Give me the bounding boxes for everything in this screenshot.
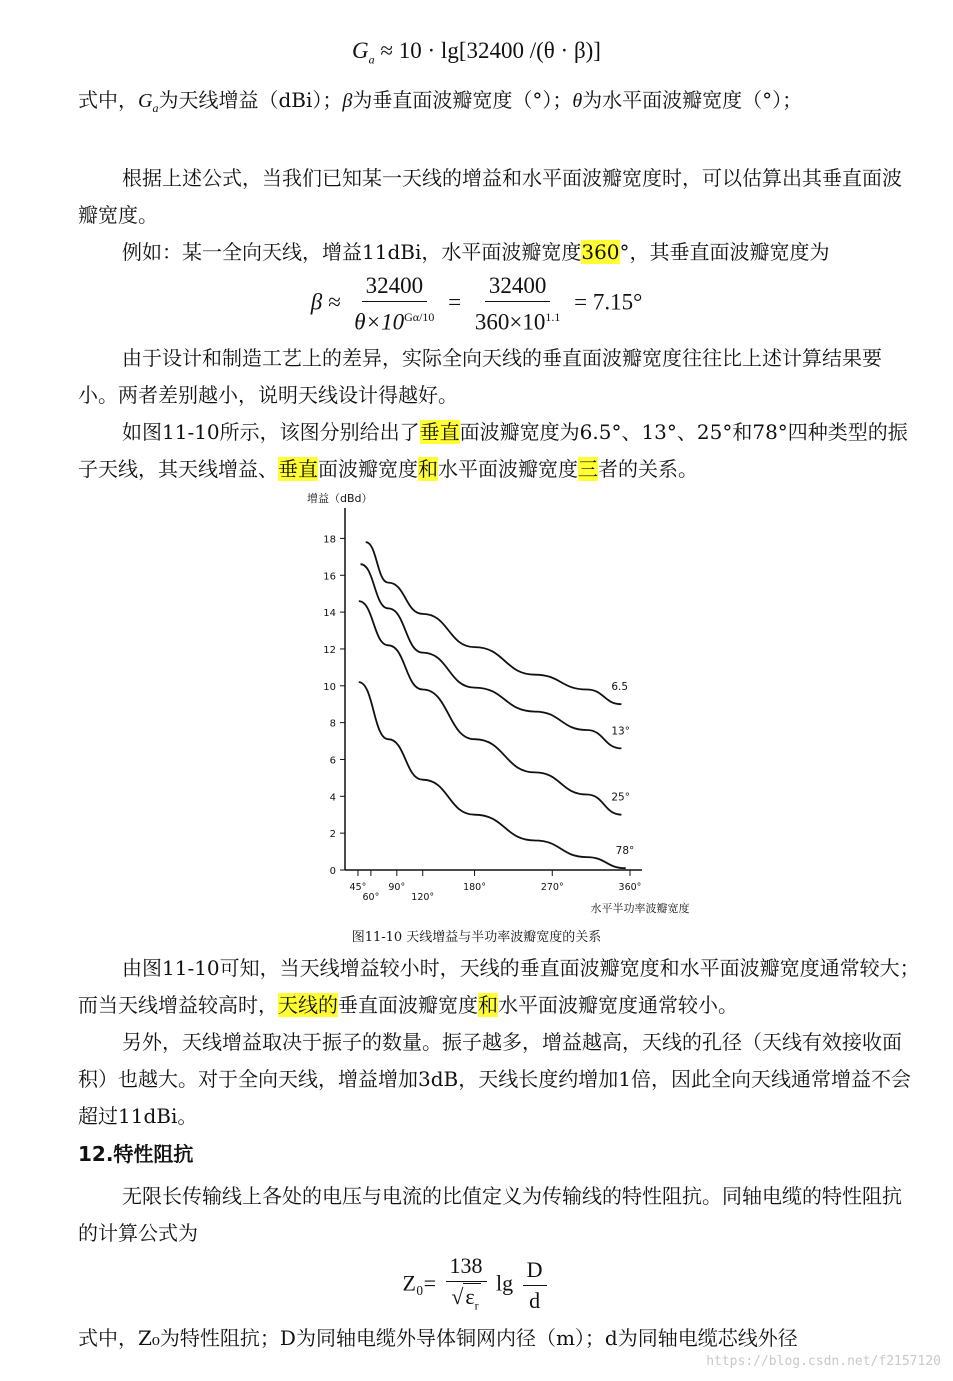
- y-tick-label: 4: [329, 792, 336, 804]
- series-label: 25°: [611, 791, 630, 804]
- paragraph-definitions: 式中，$G_a$为天线增益（dBi）；β为垂直面波瓣宽度（°）；θ为水平面波瓣宽度（°）；: [78, 88, 803, 115]
- series-line: [359, 601, 622, 815]
- x-axis-label: 水平半功率波瓣宽度: [590, 902, 690, 915]
- paragraph-elements: 另外，天线增益取决于振子的数量。振子越多，增益越高，天线的孔径（天线有效接收面积）也越大。对于全向天线，增益增加3dB，天线长度约增加1倍，因此全向天线通常增益不会超过11dBi。: [78, 1030, 911, 1128]
- paragraph-impedance-vars: 式中，Z₀为特性阻抗；D为同轴电缆外导体铜网内径（m）；d为同轴电缆芯线外径: [78, 1326, 798, 1350]
- y-tick-label: 14: [323, 608, 336, 620]
- y-tick-label: 16: [323, 571, 336, 583]
- formula-impedance: Z₀= $\frac{138}{√\varepsilon_r}$ lg $\frac{D}{d}$: [0, 1252, 953, 1319]
- paragraph-difference: 由于设计和制造工艺上的差异，实际全向天线的垂直面波瓣宽度往往比上述计算结果要小。两者差别越小，说明天线设计得越好。: [78, 346, 882, 407]
- fraction-1: $\frac{32400}{\theta\times 10^{G\alpha/10}}$: [354, 273, 435, 335]
- x-tick-label: 60°: [362, 892, 380, 903]
- section-heading-impedance: 12.特性阻抗: [78, 1142, 194, 1166]
- y-axis-label: 增益（dBd）: [307, 492, 373, 505]
- series-line: [361, 564, 622, 748]
- x-tick-label: 270°: [540, 882, 564, 893]
- series-label: 78°: [615, 845, 635, 858]
- paragraph-estimate: 根据上述公式，当我们已知某一天线的增益和水平面波瓣宽度时，可以估算出其垂直面波瓣宽度。: [78, 166, 902, 227]
- y-tick-label: 0: [329, 866, 336, 877]
- y-tick-label: 2: [329, 829, 336, 841]
- formula-gain: $G_a \approx 10 \cdot \lg[32400$ /(θ · β)]: [352, 38, 601, 67]
- gain-vs-beamwidth-chart: [0, 490, 953, 920]
- series-line: [366, 542, 622, 704]
- x-tick-label: 90°: [388, 882, 406, 893]
- series-label: 13°: [611, 725, 630, 738]
- x-tick-label: 45°: [349, 882, 367, 893]
- y-tick-label: 18: [323, 534, 336, 546]
- fraction-2: $\frac{32400}{360\times 10^{1.1}}$: [474, 273, 561, 335]
- x-tick-label: 180°: [463, 882, 486, 893]
- paragraph-figure-intro: 如图11-10所示，该图分别给出了垂直面波瓣宽度为6.5°、13°、25°和78°四种类型的振子天线，其天线增益、垂直面波瓣宽度和水平面波瓣宽度三者的关系。: [78, 420, 908, 481]
- paragraph-example: 例如：某一全向天线，增益11dBi，水平面波瓣宽度360°，其垂直面波瓣宽度为: [122, 240, 830, 264]
- paragraph-conclusion: 由图11-10可知，当天线增益较小时，天线的垂直面波瓣宽度和水平面波瓣宽度通常较大；而当天线增益较高时，天线的垂直面波瓣宽度和水平面波瓣宽度通常较小。: [78, 956, 920, 1017]
- x-tick-label: 120°: [411, 892, 435, 903]
- paragraph-impedance-def: 无限长传输线上各处的电压与电流的比值定义为传输线的特性阻抗。同轴电缆的特性阻抗的计算公式为: [78, 1184, 902, 1245]
- formula-beta: β ≈ $\frac{32400}{\theta\times 10^{G\alpha/10}}$ = $\frac{32400}{360\times 10^{1.1}}$ = 7.15°: [310, 273, 643, 335]
- series-label: 6.5: [611, 681, 629, 694]
- fraction-diameter: $\frac{D}{d}$: [523, 1256, 547, 1315]
- y-tick-label: 8: [329, 718, 336, 730]
- y-tick-label: 6: [329, 755, 336, 767]
- y-tick-label: 10: [323, 681, 336, 693]
- figure-caption: 图11-10 天线增益与半功率波瓣宽度的关系: [351, 930, 602, 945]
- x-tick-label: 360°: [618, 882, 642, 893]
- watermark-url: https://blog.csdn.net/f2157120: [706, 1354, 941, 1369]
- series-line: [359, 681, 629, 868]
- y-tick-label: 12: [323, 644, 336, 656]
- fraction-impedance: $\frac{138}{√\varepsilon_r}$: [446, 1252, 487, 1319]
